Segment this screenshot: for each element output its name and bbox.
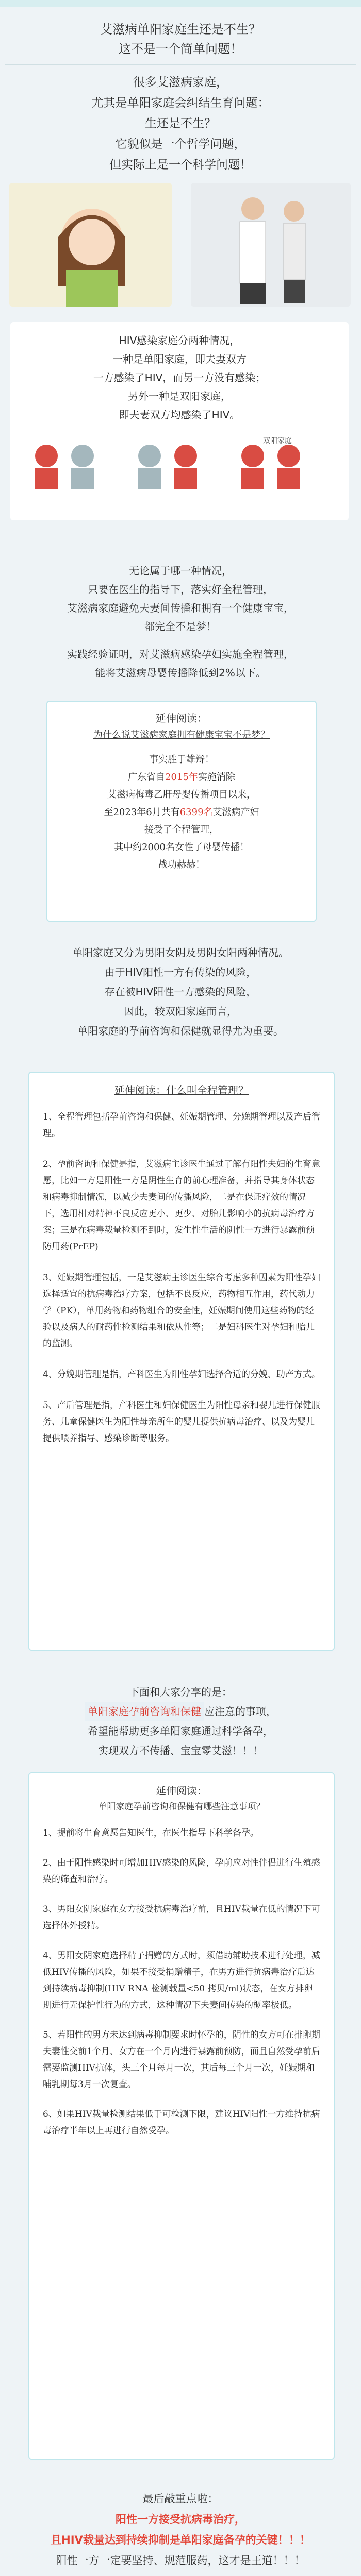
list-item: 3、男阳女阴家庭在女方接受抗病毒治疗前，且HIV载量在低的情况下可选择体外授精。 [43,1904,320,1931]
extend-reading-2 [28,1072,335,1651]
extend3-title: 延伸阅读： [156,1785,207,1797]
intro-question: 艾滋病单阳家庭生还是不生？ 这不是一个简单问题！ [100,22,261,56]
list-item: 1、全程管理包括孕前咨询和保健、妊娠期管理、分娩期管理以及产后管理。 [43,1112,320,1139]
hiv-info-text: HIV感染家庭分两种情况， 一种是单阳家庭，即夫妻双方 一方感染了HIV，而另一方没有感染； 另外一种是双阳家庭， 即夫妻双方均感染了HIV。 [93,334,266,421]
intro-paragraph: 很多艾滋病家庭， 尤其是单阳家庭会纠结生育问题： 生还是不生？ 它貌似是一个哲学问题， 但实际上是一个科学问题！ [91,76,270,172]
list-item: 4、分娩期管理是指，产科医生为阳性孕妇选择合适的分娩、助产方式。 [43,1369,320,1380]
couple-illustration [191,183,351,307]
extend-reading-1 [46,701,317,922]
extend-reading-3 [28,1772,335,2460]
extend1-title: 延伸阅读： [156,712,207,724]
list-item: 3、妊娠期管理包括，一是艾滋病主诊医生综合考虑多种因素为阳性孕妇选择适宜的抗病毒治疗方案，包括不良反应，药物相互作用，药代动力学（PK），单用药物和药物组合的安全性，妊娠期间使用这些药物的经验以及病人的耐药性检测结果和依从性等；二是妇科医生对孕妇和胎儿的监测。 [43,1273,320,1349]
list-item: 5、产后管理是指，产科医生和妇保健医生为阳性母亲和婴儿进行保健服务、儿童保健医生为阳性母亲所生的婴儿提供抗病毒治疗、以及为婴儿提供喂养指导、感染诊断等服务。 [43,1400,320,1444]
list-item: 4、男阳女阴家庭选择精子捐赠的方式时，须借助辅助技术进行处理，减低HIV传播的风险，如果不接受捐赠精子，在男方进行抗病毒治疗后达到持续病毒抑制(HIV RNA 检测载量<50 拷贝/ml)状态，在女方排卵期进行无保护性行为的方式，这种情况下夫妻间传染的概率极低。 [43,1951,320,2010]
couple-cartoon-icon [191,183,351,307]
extend3-list [43,1825,320,2139]
extend3-subtitle: 单阳家庭孕前咨询和保健有哪些注意事项？ [98,1802,265,1812]
family-figures-icon [21,435,338,513]
family-diagram [21,435,338,513]
woman-cartoon-icon [9,183,172,307]
final-emphasis: 最后敲重点啦： 阳性一方接受抗病毒治疗， 且HIV载量达到持续抑制是单阳家庭备孕的关键！！！ 阳性一方一定要坚持、规范服药，这才是王道！！！ [51,2493,310,2567]
divider [5,64,356,65]
extend2-list [43,1109,320,1447]
extend1-subtitle: 为什么说艾滋病家庭拥有健康宝宝不是梦？ [93,730,270,740]
extend1-body: 事实胜于雄辩！ 广东省自2015年实施消除 艾滋病梅毒乙肝母婴传播项目以来， 至2023年6月共有6399名艾滋病产妇 接受了全程管理， 其中约2000名女性了母婴传播！ 战功赫赫！ [104,754,259,870]
list-item: 2、孕前咨询和保健是指，艾滋病主诊医生通过了解有阳性夫妇的生育意愿，比如一方是阳性一方是阴性生育的前心理准备，并指导其身体状态和病毒抑制情况，以减少夫妻间的传播风险，二是在保证疗效的情况下，选用相对精神不良反应更小、更少、对胎儿影响小的抗病毒治疗方案；三是在病毒载量检测不到时，发生性生活的阴性一方进行暴露前预防用药(PrEP) [43,1159,320,1252]
statement-text: 无论属于哪一种情况， 只要在医生的指导下，落实好全程管理， 艾滋病家庭避免夫妻间传播和拥有一个健康宝宝， 都完全不是梦！ 实践经验证明，对艾滋病感染孕妇实施全程管理， 能将艾滋病母婴传播降低到2%以下。 [67,565,294,679]
list-item: 1、提前将生育意愿告知医生，在医生指导下科学备孕。 [43,1828,259,1838]
top-bar [0,0,361,7]
list-item: 6、如果HIV载量检测结果低于可检测下限，建议HIV阳性一方维持抗病毒治疗半年以上再进行自然受孕。 [43,2109,320,2136]
share-text: 下面和大家分享的是： 单阳家庭孕前咨询和保健 应注意的事项， 希望能帮助更多单阳家庭通过科学备孕， 实现双方不传播、宝宝零艾滋！！！ [31,1682,330,1760]
worried-woman-illustration [9,183,172,307]
double-positive-label: 双阳家庭 [263,437,292,445]
list-item: 5、若阳性的男方未达到病毒抑制要求时怀孕的，阴性的女方可在排卵期夫妻性交前1个月、女方在一个月内进行暴露前预防，而且自然受孕前后需要监测HIV抗体，头三个月每月一次，其后每三个月一次，妊娠期和哺乳期每3月一次复查。 [43,2030,320,2090]
hiv-info-box [10,322,349,520]
extend2-title: 延伸阅读：什么叫全程管理？ [114,1084,249,1096]
list-item: 2、由于阳性感染时可增加HIV感染的风险，孕前应对性伴侣进行生殖感染的筛查和治疗。 [43,1858,320,1885]
middle-text: 单阳家庭又分为男阳女阴及男阴女阳两种情况。 由于HIV阳性一方有传染的风险， 存在被HIV阳性一方感染的风险， 因此，较双阳家庭而言， 单阳家庭的孕前咨询和保健就显得尤为重要。 [72,946,289,1037]
